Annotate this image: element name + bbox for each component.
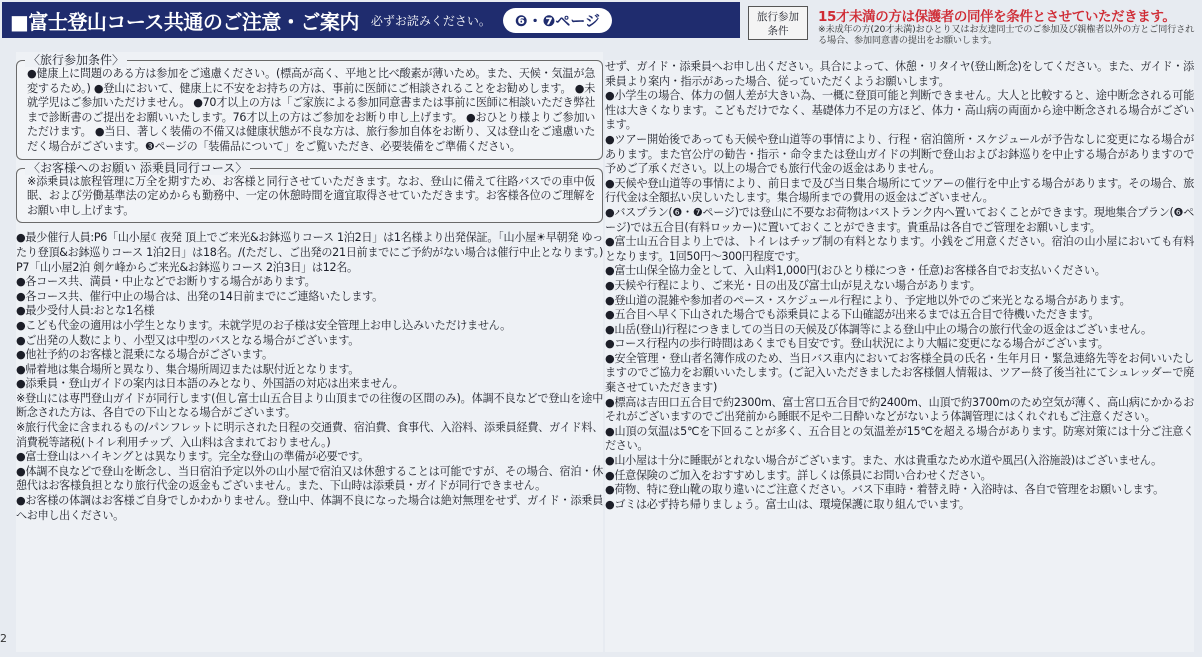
header xyxy=(0,0,1202,44)
conditions-title: 〈旅行参加条件〉 xyxy=(25,53,127,67)
request-title: 〈お客様へのお願い 添乗員同行コース〉 xyxy=(25,161,250,175)
left-column xyxy=(16,52,603,652)
age-requirement-note: ※未成年の方(20才未満)おひとり又はお友達同士でのご参加及び親権者以外の方とご同行される場合、参加同意書の提出をお願いします。 xyxy=(818,24,1195,46)
notice-item: ●お客様の体調はお客様ご自身でしかわかりません。登山中、体調不良になった場合は絶対無理をせず、ガイド・添乗員へお申し出ください。 xyxy=(16,494,603,522)
request-text: ※添乗員は旅程管理に万全を期すため、お客様と同行させていただきます。なお、登山に備えて往路バスでの車中仮眠、および労働基準法の定めからも勤務中、一定の休憩時間を適宜取得させていただきます。お客様各位のご理解をお願い申し上げます。 xyxy=(27,174,595,217)
notice-item: ●各コース共、満員・中止などでお断りする場合があります。 xyxy=(16,275,316,289)
cond-label-line1: 旅行参加 xyxy=(757,11,799,23)
notice-item: ●山岳(登山)行程につきましての当日の天候及び体調等による登山中止の場合の旅行代金の返金はございません。 xyxy=(605,322,1152,336)
must-read-note: 必ずお読みください。 xyxy=(370,13,491,28)
notice-item: ●こども代金の適用は小学生となります。未就学児のお子様は安全管理上お申し込みいただけません。 xyxy=(16,318,511,332)
page-ref-badge: ❻・❼ページ xyxy=(503,8,612,33)
conditions-text: ●健康上に問題のある方は参加をご遠慮ください。(標高が高く、平地と比べ酸素が薄いため。また、天候・気温が急変するため。) ●登山において、健康上に不安をお持ちの方は、事前に医師にご相談されることをお勧めします。 ●未就学児はご参加いただけません。 ●70才以上の方は「ご家族による参加同意書または事前に医師に相談いただき弊社まで診断書のご提出をお願いいたします。76才以上の方はご参加をお断り申し上げます。 ●おひとり様よりご参加いただけます。 ●当日、著しく装備の不備又は健康状態が不良な方は、旅行参加自体をお断り、又は登山をご遠慮いただく場合がございます。❸ページの「装備品について」をご覧いただき、必要装備をご準備ください。 xyxy=(27,67,595,153)
notice-item: ●各コース共、催行中止の場合は、出発の14日前までにご連絡いたします。 xyxy=(16,289,383,303)
notice-item: ●登山道の混雑や参加者のペース・スケジュール行程により、予定地以外でのご来光となる場合があります。 xyxy=(605,293,1131,307)
request-section xyxy=(16,160,603,224)
notice-item: ●ツアー開始後であっても天候や登山道等の事情により、行程・宿泊箇所・スケジュールが予告なしに変更になる場合があります。また官公庁の勧告・指示・命令または登山ガイドの判断で登山およびお鉢巡りを中止する場合がありますので予めご了承ください。以上の場合でも旅行代金の返金はありません。 xyxy=(605,132,1194,176)
right-continuation-text: せず、ガイド・添乗員へお申し出ください。具合によって、休憩・リタイヤ(登山断念)をしてください。また、ガイド・添乗員より案内・指示があった場合、従っていただくようお願いします。 xyxy=(605,60,1194,88)
notice-item: ●富士山保全協力金として、入山料1,000円(おひとり様につき・任意)お客様各自でお支払いください。 xyxy=(605,264,1106,278)
notice-item: ●帰着地は集合場所と異なり、集合場所周辺または駅付近となります。 xyxy=(16,362,360,376)
notice-item: ※登山には専門登山ガイドが同行します(但し富士山五合目より山頂までの往復の区間のみ)。体調不良などで登山を途中断念された方は、各自での下山となる場合がございます。 xyxy=(16,391,603,420)
notice-item: ●荷物、特に登山靴の取り違いにご注意ください。バス下車時・着替え時・入浴時は、各自で管理をお願いします。 xyxy=(605,483,1164,497)
page-title: ■富士登山コース共通のご注意・ご案内 xyxy=(10,9,359,34)
notice-item: ※旅行代金に含まれるもの/パンフレットに明示された日程の交通費、宿泊費、食事代、入浴料、添乗員経費、ガイド料、消費税等諸税(トイレ利用チップ、入山料は含まれておりません。) xyxy=(16,421,603,449)
notice-item: ●体調不良などで登山を断念し、当日宿泊予定以外の山小屋で宿泊又は休憩することは可能ですが、その場合、宿泊・休憩代はお客様負担となり旅行代金の返金もございません。また、下山時は添乗員・ガイドが同行できません。 xyxy=(16,464,603,493)
notice-item: ●ゴミは必ず持ち帰りましょう。富士山は、環境保護に取り組んでいます。 xyxy=(605,497,970,511)
title-bar xyxy=(2,2,740,38)
right-notice-list xyxy=(605,89,1194,512)
left-notice-list xyxy=(16,231,603,523)
notice-item: ●富士山五合目より上では、トイレはチップ制の有料となります。小銭をご用意ください。宿泊の山小屋においても有料となります。1回50円〜300円程度です。 xyxy=(605,235,1194,263)
right-column xyxy=(605,60,1194,652)
notice-item: ●五合目へ早く下山された場合でも添乗員による下山確認が出来るまでは五合目で待機いただきます。 xyxy=(605,308,1100,322)
notice-item: ●添乗員・登山ガイドの案内は日本語のみとなり、外国語の対応は出来ません。 xyxy=(16,377,404,391)
notice-item: ●山小屋は十分に睡眠がとれない場合がございます。また、水は貴重なため水道や風呂(入浴施設)はございません。 xyxy=(605,454,1162,468)
notice-item: ●天候や行程により、ご来光・日の出及び富士山が見えない場合があります。 xyxy=(605,278,981,292)
conditions-label-box xyxy=(748,6,808,40)
notice-item: ●小学生の場合、体力の個人差が大きい為、一概に登頂可能と判断できません。大人と比較すると、途中断念される可能性は大きくなります。こどもだけでなく、基礎体力不足の方ほど、体力・高山病の両面から途中断念される場合がございます。 xyxy=(605,89,1194,132)
notice-item: ●バスプラン(❻・❼ページ)では登山に不要なお荷物はバストランク内へ置いておくことができます。現地集合プラン(❻ページ)では五合目(有料ロッカー)に置いておくことができます。貴重品は各自でご管理をお願いします。 xyxy=(605,205,1194,234)
page-number: 2 xyxy=(0,632,7,645)
conditions-section xyxy=(16,53,603,160)
age-requirement: 15才未満の方は保護者の同伴を条件とさせていただきます。 xyxy=(818,9,1176,25)
notice-item: ●富士登山はハイキングとは異なります。完全な登山の準備が必要です。 xyxy=(16,450,369,464)
notice-item: ●任意保険のご加入をおすすめします。詳しくは係員にお問い合わせください。 xyxy=(605,468,992,482)
notice-item: ●最少催行人員:P6「山小屋☾夜発 頂上でご来光&お鉢巡りコース 1泊2日」は1名様より出発保証。「山小屋☀早朝発 ゆったり登頂&お鉢巡りコース 1泊2日」は18名。/(ただし、ご出発の21日前までにご予約がない場合は催行中止となります。) P7「山小屋2泊 剣ケ峰からご来光&お鉢巡りコース 2泊3日」は12名。 xyxy=(16,231,603,274)
notice-item: ●天候や登山道等の事情により、前日まで及び当日集合場所にてツアーの催行を中止する場合があります。その場合、旅行代金は全額払い戻しいたします。集合場所までの費用の返金はございません。 xyxy=(605,176,1194,205)
notice-item: ●安全管理・登山者名簿作成のため、当日バス車内においてお客様全員の氏名・生年月日・緊急連絡先等をお伺いいたしますのでご協力をお願いいたします。(ご記入いただきましたお客様個人情報は、ツアー終了後当社にてシュレッダーで廃棄させていただきます) xyxy=(605,351,1194,395)
notice-item: ●ご出発の人数により、小型又は中型のバスとなる場合がございます。 xyxy=(16,333,360,347)
notice-item: ●最少受付人員:おとな1名様 xyxy=(16,304,155,318)
notice-item: ●他社予約のお客様と混乗になる場合がございます。 xyxy=(16,348,273,362)
notice-item: ●コース行程内の歩行時間はあくまでも目安です。登山状況により大幅に変更になる場合がございます。 xyxy=(605,337,1109,351)
cond-label-line2: 条件 xyxy=(767,25,789,37)
notice-item: ●山頂の気温は5℃を下回ることが多く、五合目との気温差が15℃を超える場合があります。防寒対策には十分ご注意ください。 xyxy=(605,424,1194,453)
notice-item: ●標高は吉田口五合目で約2300m、富士宮口五合目で約2400m、山頂で約3700mのため空気が薄く、高山病にかかるおそれがございますのでご出発前から睡眠不足や二日酔いなどがないよう体調管理にはくれぐれもご注意ください。 xyxy=(605,395,1194,424)
